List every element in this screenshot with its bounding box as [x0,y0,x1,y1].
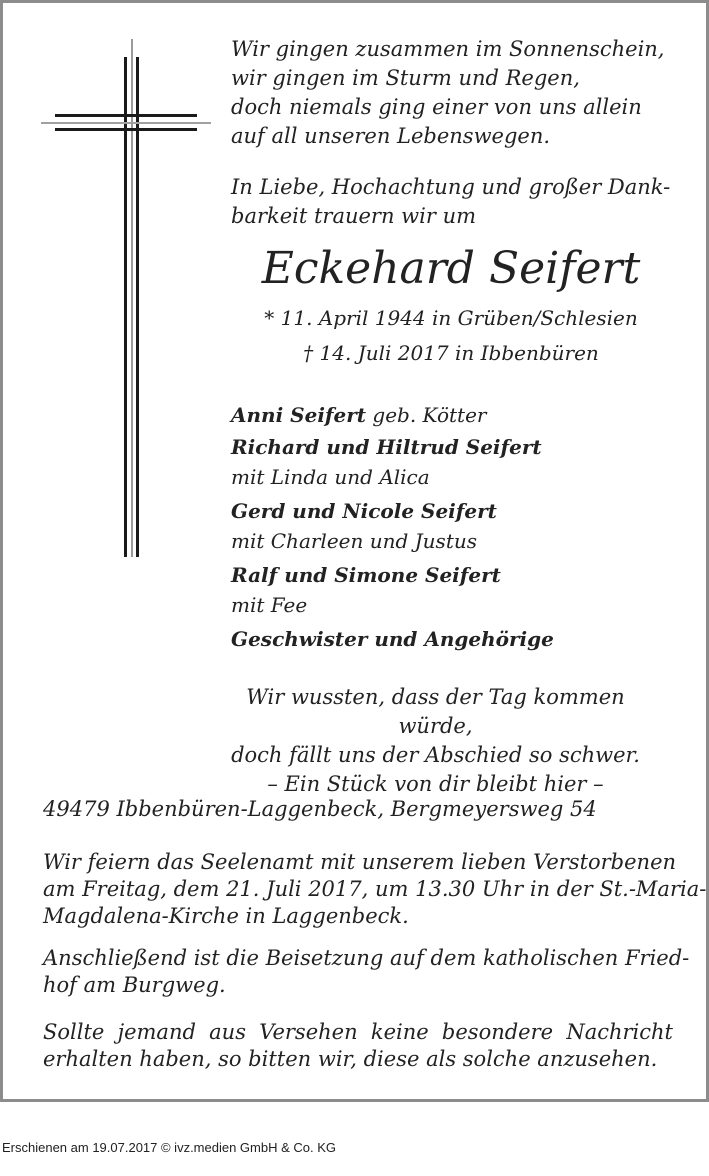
address: 49479 Ibbenbüren-Laggenbeck, Bergmeyersweg 54 [43,797,597,821]
mourner-children: mit Linda und Alica [231,465,430,489]
mourner-anni [231,399,554,431]
mass-paragraph [43,849,707,930]
mourner-name: Gerd und Nicole Seifert [231,499,497,523]
mourners-list [231,399,554,655]
poem-top-line: doch niemals ging einer von uns allein [231,95,642,119]
poem-top-line: auf all unseren Lebenswegen. [231,124,551,148]
intro-line: barkeit trauern wir um [231,204,477,228]
burial-paragraph [43,945,690,999]
poem-bottom-line: Wir wussten, dass der Tag kommen würde, [246,685,625,738]
mourner-name: Anni Seifert [231,403,367,427]
poem-top-line: Wir gingen zusammen im Sonnenschein, [231,37,665,61]
paragraph-line: am Freitag, dem 21. Juli 2017, um 13.30 Uhr in der St.-Maria- [43,877,707,901]
paragraph-line: Anschließend ist die Beisetzung auf dem katholischen Fried- [43,946,690,970]
mourner-maiden-name: geb. Kötter [366,403,487,427]
poem-bottom [213,683,658,799]
notice-paragraph [43,1019,673,1073]
poem-bottom-line: doch fällt uns der Abschied so schwer. [231,743,640,767]
mourner-children: mit Charleen und Justus [231,529,477,553]
paragraph-line: erhalten haben, so bitten wir, diese als solche anzusehen. [43,1047,658,1071]
cross-icon [41,39,211,559]
poem-top-line: wir gingen im Sturm und Regen, [231,66,580,90]
paragraph-line: Sollte jemand aus Versehen keine besondere Nachricht [43,1020,673,1044]
mourner-name: Ralf und Simone Seifert [231,563,501,587]
mourner-children: mit Fee [231,593,308,617]
mourning-intro [231,173,670,231]
birth-date: * 11. April 1944 in Grüben/Schlesien [264,306,638,330]
mourner-name: Richard und Hiltrud Seifert [231,435,542,459]
mourner-relatives: Geschwister und Angehörige [231,627,554,651]
poem-top [231,35,664,151]
paragraph-line: Magdalena-Kirche in Laggenbeck. [43,904,409,928]
paragraph-line: hof am Burgweg. [43,973,226,997]
intro-line: In Liebe, Hochachtung und großer Dank- [231,175,671,199]
paragraph-line: Wir feiern das Seelenamt mit unserem lieben Verstorbenen [43,850,677,874]
publication-footer: Erschienen am 19.07.2017 © ivz.medien GmbH & Co. KG [2,1140,337,1155]
deceased-name: Eckehard Seifert [261,243,641,294]
death-date: † 14. Juli 2017 in Ibbenbüren [303,341,599,365]
poem-bottom-line: – Ein Stück von dir bleibt hier – [267,772,604,796]
